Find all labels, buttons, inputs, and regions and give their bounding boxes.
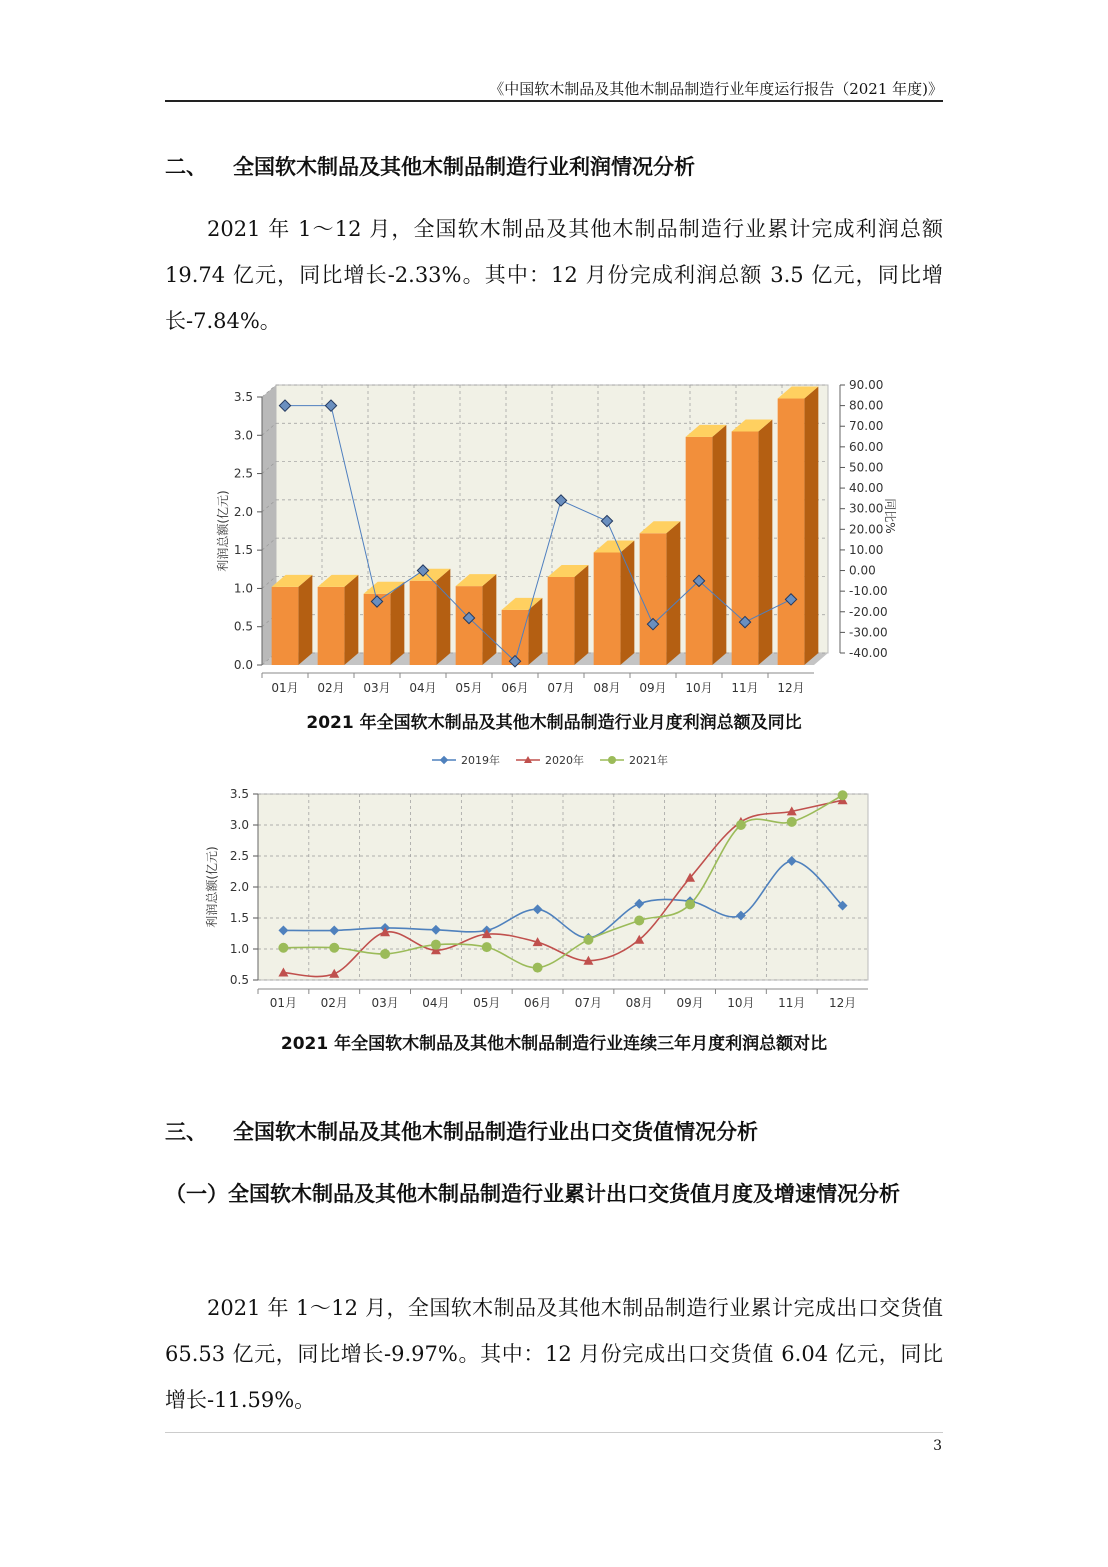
section-3-title: 全国软木制品及其他木制品制造行业出口交货值情况分析 [233,1120,758,1144]
x-tick-label: 04月 [422,996,450,1010]
x-tick-label: 06月 [523,996,552,1010]
y-right-tick-label: 0.00 [849,563,876,578]
bar-side [298,575,312,665]
y-right-tick-label: 10.00 [849,542,884,557]
bar [364,582,405,665]
y-tick-label: 0.5 [229,973,249,987]
y-tick-label: 1.5 [229,911,249,925]
bar-front [456,586,483,665]
data-point [482,942,492,952]
x-tick-label: 10月 [727,996,755,1010]
y-right-tick-label: 70.00 [849,419,884,434]
bar-front [778,399,805,665]
y-right-tick-label: -20.00 [849,604,888,619]
y-tick-label: 1.5 [233,543,253,558]
section-3-subheading: （一）全国软木制品及其他木制品制造行业累计出口交货值月度及增速情况分析 [165,1182,900,1206]
x-tick-label: 08月 [625,996,653,1010]
y-tick-label: 3.0 [229,818,249,832]
x-tick-label: 09月 [676,996,704,1010]
bar-side [390,582,404,665]
bar-side [436,569,450,665]
y-tick-label: 1.0 [229,942,249,956]
data-point [787,817,797,827]
page-number: 3 [933,1438,942,1454]
footer-rule [165,1432,943,1433]
legend-marker [608,756,616,764]
bar-side [712,425,726,665]
section-2-title: 全国软木制品及其他木制品制造行业利润情况分析 [233,155,695,179]
bar [732,419,773,665]
data-point [380,949,390,959]
data-point [634,915,644,925]
data-point [278,943,288,953]
x-tick-label: 07月 [574,996,603,1010]
y-tick-label: 0.0 [233,658,253,672]
x-tick-label: 01月 [271,681,299,695]
bar [548,565,589,665]
legend [432,753,668,767]
y-tick-label: 2.0 [229,880,249,894]
x-tick-label: 02月 [320,996,348,1010]
y-right-axis-label: 同比% [883,498,897,534]
y-tick-label: 1.0 [233,581,253,596]
bar-side [620,540,634,665]
legend-label: 2019年 [461,754,500,767]
x-tick-label: 01月 [269,996,298,1010]
bar [686,425,727,665]
x-tick-label: 11月 [778,996,806,1010]
data-point [329,943,339,953]
bar-front [686,437,713,665]
y-axis-label: 利润总额(亿元) [205,846,219,928]
x-tick-label: 02月 [317,681,345,695]
bar-side [666,521,680,665]
x-tick-label: 08月 [593,681,621,695]
page-header: 《中国软木制品及其他木制品制造行业年度运行报告（2021 年度)》 [489,80,943,98]
data-point [736,820,746,830]
y-right-tick-label: 20.00 [849,522,884,537]
x-tick-label: 06月 [501,681,529,695]
bar [778,387,819,665]
bar-front [640,533,667,665]
x-tick-label: 03月 [371,996,399,1010]
y-right-tick-label: -30.00 [849,625,888,640]
bar [272,575,313,665]
bar-front [594,552,621,665]
y-tick-label: 2.5 [233,466,253,481]
y-right-tick-label: -40.00 [849,646,888,660]
profit-bar-line-chart [200,372,900,702]
x-tick-label: 09月 [639,681,667,695]
bar-front [410,581,437,665]
y-tick-label: 3.5 [233,390,253,404]
y-right-tick-label: 80.00 [849,398,884,413]
y-tick-label: 3.0 [233,428,253,443]
data-point [685,899,695,909]
x-tick-label: 12月 [777,681,805,695]
chart-2-caption: 2021 年全国软木制品及其他木制品制造行业连续三年月度利润总额对比 [280,1034,828,1054]
bar [594,540,635,665]
data-point [583,935,593,945]
y-tick-label: 3.5 [229,787,249,801]
bar-side [482,574,496,665]
x-tick-label: 10月 [685,681,713,695]
y-tick-label: 2.0 [233,504,253,519]
bar [410,569,451,665]
section-2-paragraph: 2021 年 1～12 月，全国软木制品及其他木制品制造行业累计完成利润总额 19.74 亿元，同比增长-2.33%。其中：12 月份完成利润总额 3.5 亿元，同比增长-7.84%。 [165,217,943,333]
legend-label: 2020年 [545,754,584,767]
y-tick-label: 2.5 [229,849,249,863]
header-rule [165,100,943,102]
legend-label: 2021年 [629,754,668,767]
y-right-tick-label: 50.00 [849,460,884,475]
y-right-tick-label: 30.00 [849,501,884,516]
three-year-comparison-chart [200,748,900,1018]
x-tick-label: 03月 [363,681,391,695]
x-tick-label: 05月 [473,996,501,1010]
bar-side [344,575,358,665]
x-tick-label: 07月 [547,681,575,695]
data-point [533,963,543,973]
y-right-tick-label: -10.00 [849,584,888,599]
legend-marker [440,756,448,764]
bar [456,574,497,665]
y-axis-label: 利润总额(亿元) [216,490,230,572]
data-point [838,790,848,800]
bar-side [804,387,818,665]
bar [640,521,681,665]
y-right-tick-label: 90.00 [849,378,884,392]
x-tick-label: 04月 [409,681,437,695]
x-tick-label: 12月 [828,996,857,1010]
section-2-heading [165,151,695,181]
bar-front [548,577,575,665]
bar-front [272,587,299,665]
bar-side [758,419,772,665]
section-3-number: 三、 [165,1120,207,1144]
bar-side [574,565,588,665]
y-tick-label: 0.5 [233,619,253,634]
x-tick-label: 05月 [455,681,483,695]
y-right-tick-label: 40.00 [849,481,884,496]
bar-front [732,431,759,665]
section-3-paragraph: 2021 年 1～12 月，全国软木制品及其他木制品制造行业累计完成出口交货值 65.53 亿元，同比增长-9.97%。其中：12 月份完成出口交货值 6.04 亿元，同比增长-11.59%。 [165,1296,943,1412]
section-2-number: 二、 [165,155,207,179]
bar-front [318,587,345,665]
section-3-heading [165,1116,758,1146]
x-tick-label: 11月 [731,681,759,695]
bar [318,575,359,665]
y-right-tick-label: 60.00 [849,439,884,454]
data-point [431,940,441,950]
chart-1-caption: 2021 年全国软木制品及其他木制品制造行业月度利润总额及同比 [306,713,802,733]
